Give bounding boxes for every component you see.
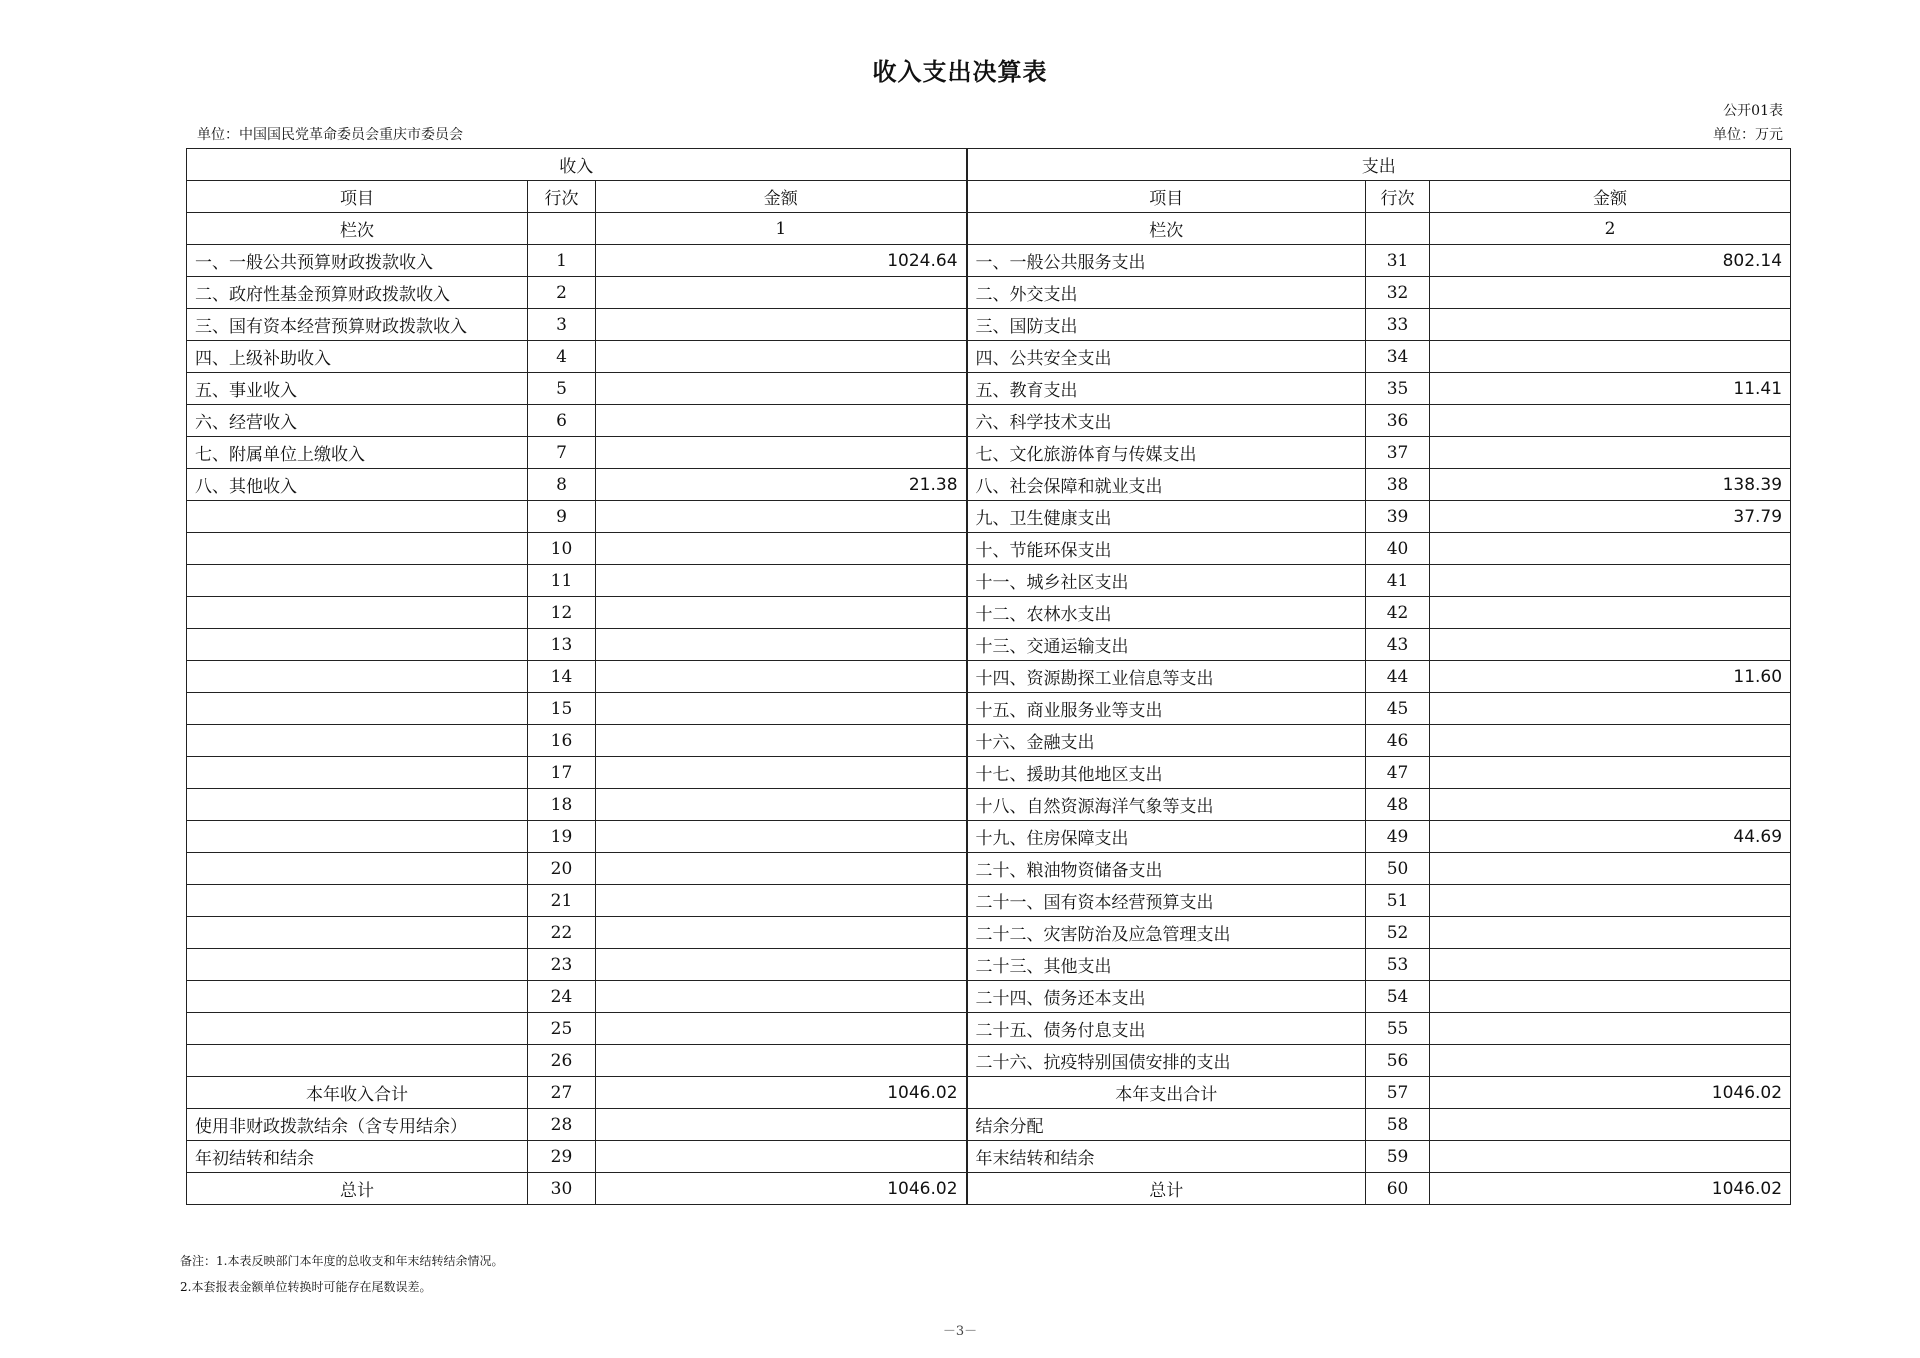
expense-header: 支出 <box>967 149 1791 181</box>
income-amount: 1046.02 <box>596 1173 967 1205</box>
table-row <box>187 1045 1791 1077</box>
income-line-no: 25 <box>528 1013 596 1045</box>
expense-line-no: 42 <box>1366 597 1430 629</box>
expense-line-no: 36 <box>1366 405 1430 437</box>
expense-line-no: 60 <box>1366 1173 1430 1205</box>
expense-line-no: 56 <box>1366 1045 1430 1077</box>
expense-line-no: 51 <box>1366 885 1430 917</box>
empty-cell <box>1366 213 1430 245</box>
income-item <box>187 981 528 1013</box>
table-row <box>187 597 1791 629</box>
table-row <box>187 661 1791 693</box>
income-amount <box>596 437 967 469</box>
expense-item: 二十四、债务还本支出 <box>967 981 1366 1013</box>
income-line-no: 30 <box>528 1173 596 1205</box>
income-line-no: 5 <box>528 373 596 405</box>
expense-amount <box>1430 885 1791 917</box>
expense-amount: 1046.02 <box>1430 1173 1791 1205</box>
expense-line-no: 38 <box>1366 469 1430 501</box>
expense-line-no: 40 <box>1366 533 1430 565</box>
income-amount-header: 金额 <box>596 181 967 213</box>
income-item-header: 项目 <box>187 181 528 213</box>
expense-line-no: 32 <box>1366 277 1430 309</box>
expense-item: 二十、粮油物资储备支出 <box>967 853 1366 885</box>
expense-item: 二十三、其他支出 <box>967 949 1366 981</box>
income-line-header: 行次 <box>528 181 596 213</box>
table-row <box>187 949 1791 981</box>
table-row <box>187 789 1791 821</box>
expense-item: 一、一般公共服务支出 <box>967 245 1366 277</box>
income-amount <box>596 501 967 533</box>
income-amount <box>596 629 967 661</box>
income-amount <box>596 1013 967 1045</box>
expense-amount: 44.69 <box>1430 821 1791 853</box>
table-row <box>187 1013 1791 1045</box>
income-line-no: 19 <box>528 821 596 853</box>
income-amount <box>596 917 967 949</box>
expense-item: 三、国防支出 <box>967 309 1366 341</box>
expense-amount <box>1430 693 1791 725</box>
expense-column-number: 2 <box>1430 213 1791 245</box>
expense-item: 十九、住房保障支出 <box>967 821 1366 853</box>
income-line-no: 8 <box>528 469 596 501</box>
expense-line-no: 48 <box>1366 789 1430 821</box>
expense-item: 十五、商业服务业等支出 <box>967 693 1366 725</box>
section-header-row <box>187 149 1791 181</box>
unit-name: 单位：中国国民党革命委员会重庆市委员会 <box>197 127 463 143</box>
expense-item: 十三、交通运输支出 <box>967 629 1366 661</box>
income-item <box>187 885 528 917</box>
income-amount: 1024.64 <box>596 245 967 277</box>
expense-amount: 37.79 <box>1430 501 1791 533</box>
expense-item: 十二、农林水支出 <box>967 597 1366 629</box>
income-line-no: 15 <box>528 693 596 725</box>
income-amount <box>596 821 967 853</box>
income-column-label: 栏次 <box>187 213 528 245</box>
expense-line-no: 37 <box>1366 437 1430 469</box>
expense-line-no: 35 <box>1366 373 1430 405</box>
income-item: 二、政府性基金预算财政拨款收入 <box>187 277 528 309</box>
income-summary-item: 本年收入合计 <box>187 1077 528 1109</box>
expense-amount <box>1430 597 1791 629</box>
expense-amount: 138.39 <box>1430 469 1791 501</box>
expense-item: 十一、城乡社区支出 <box>967 565 1366 597</box>
expense-item: 十八、自然资源海洋气象等支出 <box>967 789 1366 821</box>
income-amount <box>596 661 967 693</box>
expense-amount <box>1430 341 1791 373</box>
income-line-no: 20 <box>528 853 596 885</box>
table-row <box>187 501 1791 533</box>
expense-amount <box>1430 437 1791 469</box>
expense-item: 九、卫生健康支出 <box>967 501 1366 533</box>
expense-line-no: 58 <box>1366 1109 1430 1141</box>
expense-line-no: 57 <box>1366 1077 1430 1109</box>
income-item <box>187 629 528 661</box>
table-row <box>187 885 1791 917</box>
summary-row <box>187 1077 1791 1109</box>
expense-item: 十六、金融支出 <box>967 725 1366 757</box>
expense-amount: 1046.02 <box>1430 1077 1791 1109</box>
table-row <box>187 437 1791 469</box>
income-amount <box>596 309 967 341</box>
income-item: 五、事业收入 <box>187 373 528 405</box>
income-item <box>187 821 528 853</box>
income-amount <box>596 341 967 373</box>
budget-table <box>186 148 1791 1205</box>
income-amount <box>596 853 967 885</box>
income-line-no: 9 <box>528 501 596 533</box>
income-amount <box>596 1141 967 1173</box>
income-amount <box>596 757 967 789</box>
expense-item-header: 项目 <box>967 181 1366 213</box>
expense-amount <box>1430 1109 1791 1141</box>
income-amount <box>596 789 967 821</box>
income-item <box>187 565 528 597</box>
expense-amount <box>1430 917 1791 949</box>
income-item <box>187 693 528 725</box>
table-row <box>187 309 1791 341</box>
income-line-no: 18 <box>528 789 596 821</box>
income-amount <box>596 277 967 309</box>
income-amount <box>596 885 967 917</box>
expense-amount <box>1430 757 1791 789</box>
income-item <box>187 661 528 693</box>
table-row <box>187 469 1791 501</box>
expense-line-no: 49 <box>1366 821 1430 853</box>
table-row <box>187 373 1791 405</box>
income-line-no: 29 <box>528 1141 596 1173</box>
income-line-no: 17 <box>528 757 596 789</box>
expense-amount <box>1430 853 1791 885</box>
income-line-no: 14 <box>528 661 596 693</box>
income-item <box>187 949 528 981</box>
column-label-row <box>187 213 1791 245</box>
income-line-no: 11 <box>528 565 596 597</box>
expense-line-no: 33 <box>1366 309 1430 341</box>
income-line-no: 26 <box>528 1045 596 1077</box>
expense-line-no: 59 <box>1366 1141 1430 1173</box>
expense-line-no: 43 <box>1366 629 1430 661</box>
income-amount <box>596 725 967 757</box>
income-amount <box>596 949 967 981</box>
expense-line-no: 44 <box>1366 661 1430 693</box>
income-line-no: 22 <box>528 917 596 949</box>
table-row <box>187 341 1791 373</box>
expense-item: 五、教育支出 <box>967 373 1366 405</box>
page-title: 收入支出决算表 <box>872 57 1048 86</box>
expense-amount <box>1430 1141 1791 1173</box>
table-row <box>187 629 1791 661</box>
expense-amount <box>1430 277 1791 309</box>
note-1: 备注：1.本表反映部门本年度的总收支和年末结转结余情况。 <box>180 1254 504 1268</box>
expense-item: 二十六、抗疫特别国债安排的支出 <box>967 1045 1366 1077</box>
expense-line-no: 47 <box>1366 757 1430 789</box>
expense-amount <box>1430 565 1791 597</box>
expense-item: 十、节能环保支出 <box>967 533 1366 565</box>
expense-amount <box>1430 725 1791 757</box>
expense-line-no: 31 <box>1366 245 1430 277</box>
column-header-row <box>187 181 1791 213</box>
income-amount <box>596 1109 967 1141</box>
income-amount <box>596 981 967 1013</box>
table-row <box>187 981 1791 1013</box>
income-line-no: 13 <box>528 629 596 661</box>
expense-item: 七、文化旅游体育与传媒支出 <box>967 437 1366 469</box>
expense-amount <box>1430 629 1791 661</box>
income-header: 收入 <box>187 149 967 181</box>
income-item <box>187 725 528 757</box>
table-row <box>187 853 1791 885</box>
expense-amount <box>1430 1013 1791 1045</box>
income-item: 三、国有资本经营预算财政拨款收入 <box>187 309 528 341</box>
income-line-no: 4 <box>528 341 596 373</box>
income-item <box>187 789 528 821</box>
page-number: －3－ <box>942 1324 978 1339</box>
income-amount: 21.38 <box>596 469 967 501</box>
expense-item: 二十五、债务付息支出 <box>967 1013 1366 1045</box>
income-column-number: 1 <box>596 213 967 245</box>
income-item: 八、其他收入 <box>187 469 528 501</box>
expense-column-label: 栏次 <box>967 213 1366 245</box>
expense-summary-item: 总计 <box>967 1173 1366 1205</box>
income-amount <box>596 405 967 437</box>
summary-row <box>187 1109 1791 1141</box>
expense-summary-item: 结余分配 <box>967 1109 1366 1141</box>
table-code: 公开01表 <box>1723 103 1783 119</box>
income-item <box>187 501 528 533</box>
income-amount <box>596 565 967 597</box>
income-line-no: 16 <box>528 725 596 757</box>
income-amount <box>596 1045 967 1077</box>
empty-cell <box>528 213 596 245</box>
expense-line-no: 46 <box>1366 725 1430 757</box>
expense-amount: 11.41 <box>1430 373 1791 405</box>
table-row <box>187 725 1791 757</box>
table-row <box>187 277 1791 309</box>
income-item <box>187 853 528 885</box>
expense-amount: 802.14 <box>1430 245 1791 277</box>
notes <box>180 1248 503 1300</box>
income-item <box>187 1013 528 1045</box>
table-row <box>187 565 1791 597</box>
money-unit: 单位：万元 <box>1713 127 1783 143</box>
income-line-no: 10 <box>528 533 596 565</box>
expense-summary-item: 本年支出合计 <box>967 1077 1366 1109</box>
income-item <box>187 1045 528 1077</box>
income-line-no: 6 <box>528 405 596 437</box>
expense-amount: 11.60 <box>1430 661 1791 693</box>
expense-line-no: 39 <box>1366 501 1430 533</box>
income-summary-item: 总计 <box>187 1173 528 1205</box>
income-item <box>187 597 528 629</box>
income-line-no: 7 <box>528 437 596 469</box>
expense-item: 二十一、国有资本经营预算支出 <box>967 885 1366 917</box>
income-amount: 1046.02 <box>596 1077 967 1109</box>
income-item: 四、上级补助收入 <box>187 341 528 373</box>
expense-amount <box>1430 309 1791 341</box>
table-row <box>187 245 1791 277</box>
income-summary-item: 年初结转和结余 <box>187 1141 528 1173</box>
note-2: 2.本套报表金额单位转换时可能存在尾数误差。 <box>180 1280 432 1294</box>
table-row <box>187 757 1791 789</box>
income-line-no: 23 <box>528 949 596 981</box>
income-line-no: 28 <box>528 1109 596 1141</box>
income-item <box>187 757 528 789</box>
expense-line-no: 34 <box>1366 341 1430 373</box>
expense-item: 十四、资源勘探工业信息等支出 <box>967 661 1366 693</box>
expense-line-no: 54 <box>1366 981 1430 1013</box>
expense-amount <box>1430 949 1791 981</box>
income-summary-item: 使用非财政拨款结余（含专用结余） <box>187 1109 528 1141</box>
expense-summary-item: 年末结转和结余 <box>967 1141 1366 1173</box>
income-amount <box>596 533 967 565</box>
table-row <box>187 533 1791 565</box>
expense-line-no: 45 <box>1366 693 1430 725</box>
table-row <box>187 693 1791 725</box>
expense-line-no: 55 <box>1366 1013 1430 1045</box>
expense-amount <box>1430 533 1791 565</box>
summary-row <box>187 1173 1791 1205</box>
income-line-no: 27 <box>528 1077 596 1109</box>
income-item <box>187 917 528 949</box>
expense-line-no: 52 <box>1366 917 1430 949</box>
income-item: 六、经营收入 <box>187 405 528 437</box>
expense-item: 二十二、灾害防治及应急管理支出 <box>967 917 1366 949</box>
expense-line-no: 50 <box>1366 853 1430 885</box>
income-line-no: 24 <box>528 981 596 1013</box>
income-amount <box>596 373 967 405</box>
income-item: 七、附属单位上缴收入 <box>187 437 528 469</box>
income-item <box>187 533 528 565</box>
income-amount <box>596 597 967 629</box>
expense-amount <box>1430 405 1791 437</box>
income-line-no: 2 <box>528 277 596 309</box>
expense-item: 六、科学技术支出 <box>967 405 1366 437</box>
table-row <box>187 405 1791 437</box>
income-line-no: 3 <box>528 309 596 341</box>
expense-line-header: 行次 <box>1366 181 1430 213</box>
table-row <box>187 917 1791 949</box>
table-row <box>187 821 1791 853</box>
expense-amount <box>1430 981 1791 1013</box>
income-line-no: 1 <box>528 245 596 277</box>
expense-line-no: 53 <box>1366 949 1430 981</box>
income-amount <box>596 693 967 725</box>
expense-item: 二、外交支出 <box>967 277 1366 309</box>
expense-amount <box>1430 1045 1791 1077</box>
expense-item: 十七、援助其他地区支出 <box>967 757 1366 789</box>
summary-row <box>187 1141 1791 1173</box>
expense-amount <box>1430 789 1791 821</box>
expense-item: 四、公共安全支出 <box>967 341 1366 373</box>
income-line-no: 12 <box>528 597 596 629</box>
expense-line-no: 41 <box>1366 565 1430 597</box>
income-line-no: 21 <box>528 885 596 917</box>
expense-item: 八、社会保障和就业支出 <box>967 469 1366 501</box>
expense-amount-header: 金额 <box>1430 181 1791 213</box>
income-item: 一、一般公共预算财政拨款收入 <box>187 245 528 277</box>
